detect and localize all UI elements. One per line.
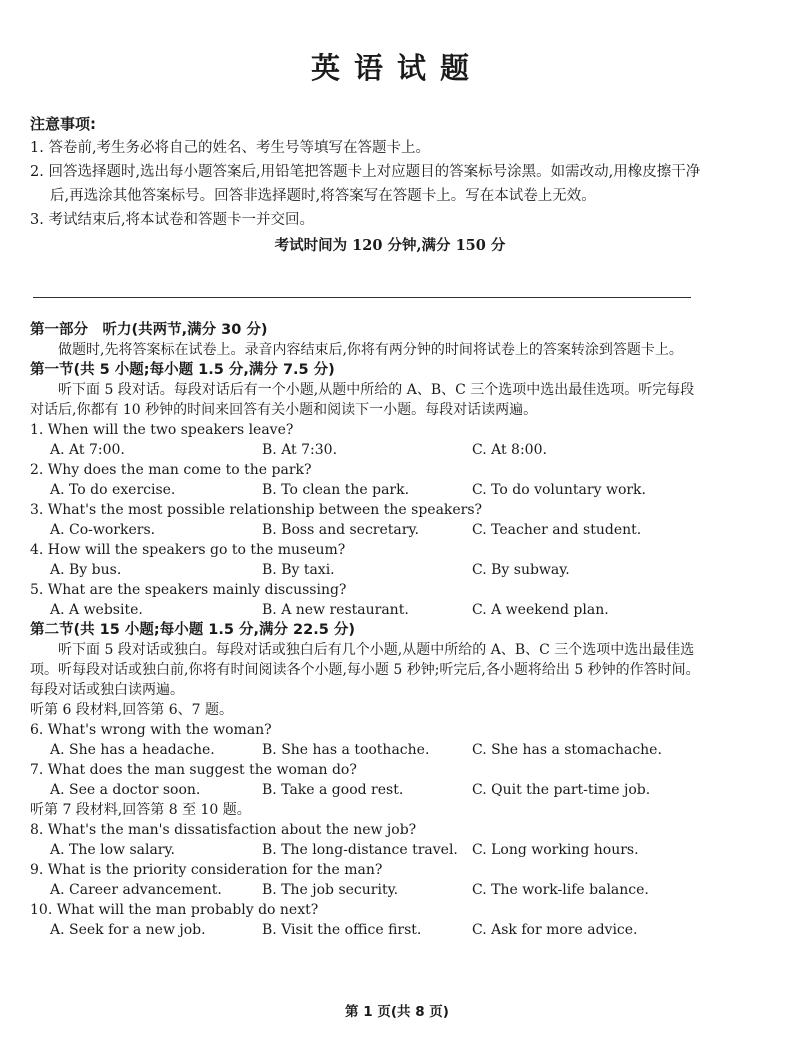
divider-line (33, 297, 691, 298)
question-item (30, 460, 700, 500)
question-stem: 6. What's wrong with the woman? (30, 722, 272, 738)
question-options (30, 560, 700, 580)
option-a: A. At 7:00. (50, 442, 125, 458)
question-item (30, 420, 700, 460)
question-item (30, 860, 700, 900)
question-stem: 8. What's the man's dissatisfaction about the new job? (30, 822, 417, 838)
question-item (30, 900, 700, 940)
question-options (30, 600, 700, 620)
question-stem: 2. Why does the man come to the park? (30, 462, 312, 478)
question-options (30, 840, 700, 860)
question-item (30, 580, 700, 620)
option-c: C. By subway. (472, 562, 570, 578)
notice-item: 1. 答卷前,考生务必将自己的姓名、考生号等填写在答题卡上。 (30, 140, 431, 156)
notice-item: 3. 考试结束后,将本试卷和答题卡一并交回。 (30, 212, 315, 228)
notice-block (30, 112, 710, 258)
question-options (30, 480, 700, 500)
option-a: A. See a doctor soon. (50, 782, 201, 798)
option-b: B. Visit the office first. (262, 922, 422, 938)
question-item (30, 820, 700, 860)
question-stem: 10. What will the man probably do next? (30, 902, 319, 918)
question-stem: 9. What is the priority consideration for the man? (30, 862, 383, 878)
option-b: B. She has a toothache. (262, 742, 430, 758)
option-b: B. To clean the park. (262, 482, 410, 498)
material-6-instruction: 听第 6 段材料,回答第 6、7 题。 (30, 702, 233, 718)
option-c: C. The work-life balance. (472, 882, 649, 898)
question-stem: 1. When will the two speakers leave? (30, 422, 294, 438)
part1-intro: 做题时,先将答案标在试卷上。录音内容结束后,你将有两分钟的时间将试卷上的答案转涂到答题卡上。 (58, 342, 683, 358)
question-options (30, 780, 700, 800)
option-a: A. Career advancement. (50, 882, 222, 898)
question-stem: 5. What are the speakers mainly discussing? (30, 582, 347, 598)
section1-intro: 听下面 5 段对话。每段对话后有一个小题,从题中所给的 A、B、C 三个选项中选出最佳选项。听完每段对话后,你都有 10 秒钟的时间来回答有关小题和阅读下一小题。每段对话读两遍。 (30, 382, 695, 418)
section2-heading: 第二节(共 15 小题;每小题 1.5 分,满分 22.5 分) (30, 622, 355, 638)
option-a: A. By bus. (50, 562, 122, 578)
question-item (30, 760, 700, 800)
exam-content (30, 320, 700, 940)
option-b: B. By taxi. (262, 562, 335, 578)
question-options (30, 740, 700, 760)
option-c: C. Ask for more advice. (472, 922, 638, 938)
question-options (30, 920, 700, 940)
option-a: A. Co-workers. (50, 522, 156, 538)
option-c: C. She has a stomachache. (472, 742, 662, 758)
option-a: A. A website. (50, 602, 143, 618)
question-stem: 3. What's the most possible relationship between the speakers? (30, 502, 483, 518)
option-c: C. Teacher and student. (472, 522, 642, 538)
part1-heading: 第一部分 听力(共两节,满分 30 分) (30, 322, 268, 338)
option-c: C. At 8:00. (472, 442, 547, 458)
option-a: A. She has a headache. (50, 742, 215, 758)
option-c: C. To do voluntary work. (472, 482, 646, 498)
option-a: A. Seek for a new job. (50, 922, 206, 938)
question-options (30, 520, 700, 540)
section2-intro: 听下面 5 段对话或独白。每段对话或独白后有几个小题,从题中所给的 A、B、C 三个选项中选出最佳选项。听每段对话或独白前,你将有时间阅读各个小题,每小题 5 秒钟;听完后,各小题将给出 5 秒钟的作答时间。每段对话或独白读两遍。 (30, 642, 700, 698)
option-b: B. At 7:30. (262, 442, 338, 458)
page-title: 英语试题 (310, 51, 483, 85)
option-b: B. A new restaurant. (262, 602, 409, 618)
option-b: B. Take a good rest. (262, 782, 404, 798)
option-b: B. The long-distance travel. (262, 842, 458, 858)
option-c: C. Quit the part-time job. (472, 782, 651, 798)
question-stem: 4. How will the speakers go to the museum? (30, 542, 346, 558)
exam-time-line: 考试时间为 120 分钟,满分 150 分 (274, 237, 506, 254)
option-a: A. The low salary. (50, 842, 175, 858)
notice-heading: 注意事项: (30, 115, 96, 133)
option-b: B. Boss and secretary. (262, 522, 419, 538)
question-stem: 7. What does the man suggest the woman do? (30, 762, 357, 778)
question-item (30, 500, 700, 540)
option-c: C. A weekend plan. (472, 602, 609, 618)
page-footer: 第 1 页(共 8 页) (345, 1004, 449, 1020)
question-options (30, 880, 700, 900)
question-item (30, 720, 700, 760)
material-7-instruction: 听第 7 段材料,回答第 8 至 10 题。 (30, 802, 251, 818)
section1-heading: 第一节(共 5 小题;每小题 1.5 分,满分 7.5 分) (30, 362, 335, 378)
question-item (30, 540, 700, 580)
question-options (30, 440, 700, 460)
option-b: B. The job security. (262, 882, 399, 898)
option-c: C. Long working hours. (472, 842, 639, 858)
notice-item: 2. 回答选择题时,选出每小题答案后,用铅笔把答题卡上对应题目的答案标号涂黑。如需改动,用橡皮擦干净后,再选涂其他答案标号。回答非选择题时,将答案写在答题卡上。写在本试卷上无效。 (30, 164, 701, 204)
option-a: A. To do exercise. (50, 482, 176, 498)
